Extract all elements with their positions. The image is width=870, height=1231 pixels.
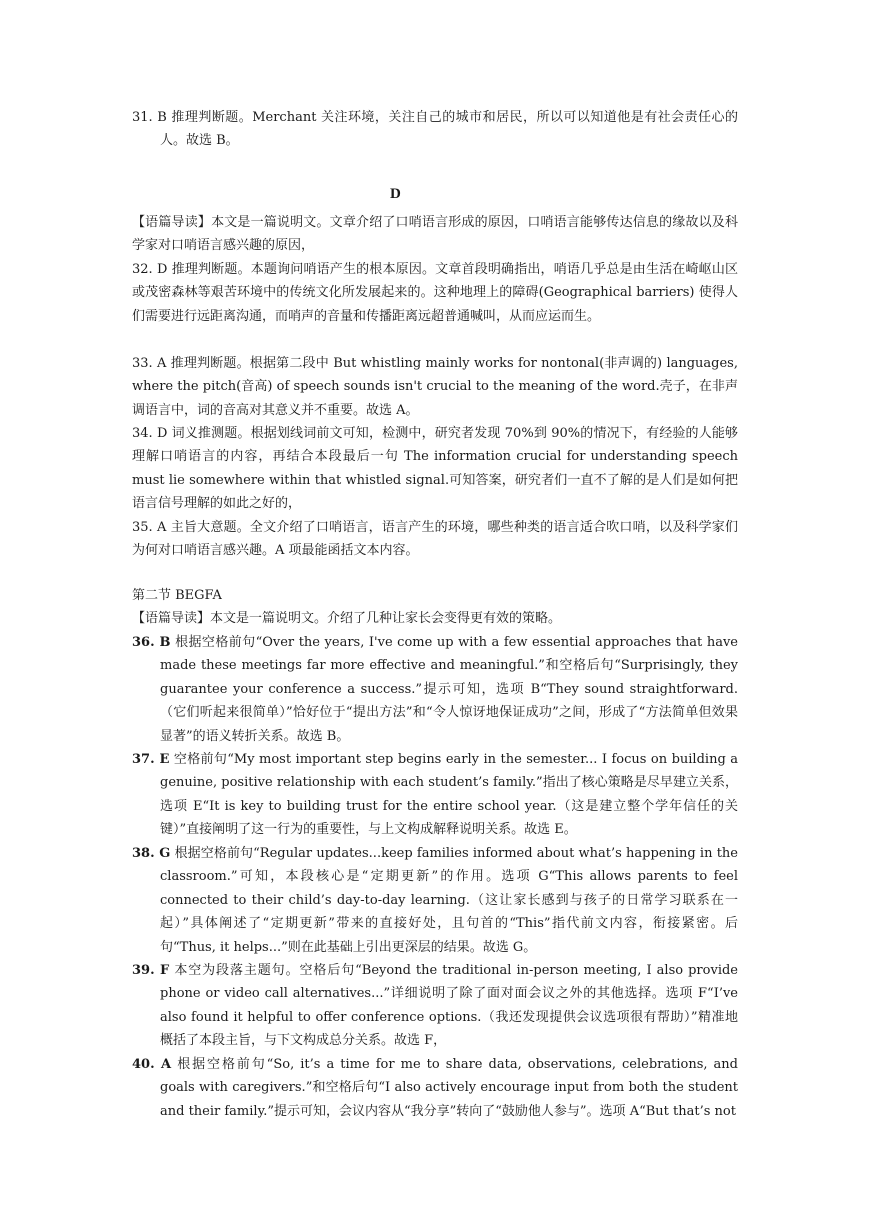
answer-40 bbox=[132, 1053, 738, 1123]
answer-explanation: 根据空格前句“Over the years, I've come up with a few essential approaches that have made these meetings far more effective and meaningful.”和空格后句“Surprisingly, they guarantee your conference a success.”提示可知，选项 B“They sound straightforward.（它们听起来很简单）”恰好位于“提出方法”和“令人惊讶地保证成功”之间，形成了“方法简单但效果显著”的语义转折关系。故选 B。 bbox=[160, 635, 738, 744]
answer-number: 37. E bbox=[132, 752, 170, 767]
answer-number: 40. A bbox=[132, 1057, 172, 1072]
answer-number: 38. G bbox=[132, 846, 171, 861]
answer-33: 33. A 推理判断题。根据第二段中 But whistling mainly works for nontonal(非声调的) languages, where the pitch(音高) of speech sounds isn't crucial to the meaning of the word.壳子，在非声调语言中，词的音高对其意义并不重要。故选 A。 bbox=[132, 356, 738, 418]
answer-explanation: 本空为段落主题句。空格后句“Beyond the traditional in-person meeting, I also provide phone or video call alternatives...”详细说明了除了面对面会议之外的其他选择。选项 F“I’ve also found it helpful to offer conference options.（我还发现提供会议选项很有帮助）”精准地概括了本段主旨，与下文构成总分关系。故选 F， bbox=[160, 963, 738, 1049]
answer-39 bbox=[132, 959, 738, 1053]
section-d-intro: 【语篇导读】本文是一篇说明文。文章介绍了口哨语言形成的原因，口哨语言能够传达信息的缘故以及科学家对口哨语言感兴趣的原因， bbox=[132, 215, 738, 254]
answer-34: 34. D 词义推测题。根据划线词前文可知，检测中，研究者发现 70%到 90%的情况下，有经验的人能够理解口哨语言的内容，再结合本段最后一句 The information crucial for understanding speech must lie somewhere within that whistled signal.可知答案，研究者们一直不了解的是人们是如何把语言信号理解的如此之好的， bbox=[132, 426, 738, 512]
answer-number: 36. B bbox=[132, 635, 171, 650]
answer-36 bbox=[132, 631, 738, 748]
section-2-title: 第二节 BEGFA bbox=[132, 588, 222, 603]
answer-number: 39. F bbox=[132, 963, 170, 978]
answer-38 bbox=[132, 842, 738, 959]
answer-explanation: 根据空格前句“So, it’s a time for me to share data, observations, celebrations, and goals with caregivers.”和空格后句“I also actively encourage input from both the student and their family.”提示可知，会议内容从“我分享”转向了“鼓励他人参与”。选项 A“But that’s not bbox=[160, 1057, 738, 1119]
answer-35: 35. A 主旨大意题。全文介绍了口哨语言，语言产生的环境，哪些种类的语言适合吹口哨，以及科学家们为何对口哨语言感兴趣。A 项最能函括文本内容。 bbox=[132, 520, 738, 559]
answer-37 bbox=[132, 748, 738, 842]
answer-31: 31. B 推理判断题。Merchant 关注环境，关注自己的城市和居民，所以可以知道他是有社会责任心的人。故选 B。 bbox=[132, 110, 738, 149]
answer-explanation: 根据空格前句“Regular updates...keep families informed about what’s happening in the classroom.”可知，本段核心是“定期更新”的作用。选项 G“This allows parents to feel connected to their child’s day-to-day learning.（这让家长感到与孩子的日常学习联系在一起）”具体阐述了“定期更新”带来的直接好处，且句首的“This”指代前文内容，衔接紧密。后句“Thus, it helps...”则在此基础上引出更深层的结果。故选 G。 bbox=[160, 846, 738, 955]
answer-32: 32. D 推理判断题。本题询问哨语产生的根本原因。文章首段明确指出，哨语几乎总是由生活在崎岖山区或茂密森林等艰苦环境中的传统文化所发展起来的。这种地理上的障碍(Geographical barriers) 使得人们需要进行远距离沟通，而哨声的音量和传播距离远超普通喊叫，从而应运而生。 bbox=[132, 262, 738, 324]
section-d-heading: D bbox=[390, 186, 401, 202]
section-2-intro: 【语篇导读】本文是一篇说明文。介绍了几种让家长会变得更有效的策略。 bbox=[132, 611, 562, 626]
answer-explanation: 空格前句“My most important step begins early in the semester... I focus on building a genuine, positive relationship with each student’s family.”指出了核心策略是尽早建立关系，选项 E“It is key to building trust for the entire school year.（这是建立整个学年信任的关键）”直接阐明了这一行为的重要性，与上文构成解释说明关系。故选 E。 bbox=[160, 752, 738, 838]
